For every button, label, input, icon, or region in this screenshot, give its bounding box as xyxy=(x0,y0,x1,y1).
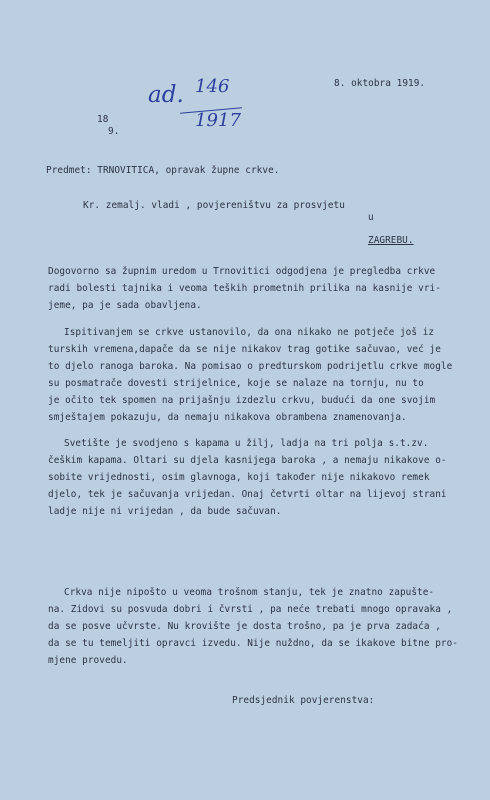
paragraph-1-line-3: jeme, pa je sada obavljena. xyxy=(48,300,202,311)
paragraph-2-line-5: je očito tek spomen na prijašnju izdezlu crkvu, budući da one svojim xyxy=(48,395,436,406)
paragraph-4-line-1: Crkva nije nipošto u veoma trošnom stanju, tek je znatno zapušte- xyxy=(64,587,435,598)
paragraph-4-line-5: mjene provedu. xyxy=(48,655,128,666)
paragraph-3-line-1: Svetište je svodjeno s kapama u žilj, ladja na tri polja s.t.zv. xyxy=(64,438,429,449)
paragraph-3-line-4: djelo, tek je sačuvanja vrijedan. Onaj četvrti oltar na lijevoj strani xyxy=(48,489,447,500)
handwritten-ref-year: 1917 xyxy=(195,110,242,131)
recipient-line: Kr. zemalj. vladi , povjereništvu za prosvjetu xyxy=(83,200,345,211)
paragraph-2-line-1: Ispitivanjem se crkve ustanovilo, da ona nikako ne potječe još iz xyxy=(64,327,435,338)
paragraph-2-line-4: su posmatrače dovesti strijelnice, koje se nalaze na tornju, nu to xyxy=(48,378,424,389)
letter-date: 8. oktobra 1919. xyxy=(334,78,426,89)
paragraph-4-line-4: da se tu temeljiti opravci izvedu. Nije nuždno, da se ikakove bitne pro- xyxy=(48,638,458,649)
paragraph-3-line-3: sobite vrijednosti, osim glavnoga, koji također nije nikakovo remek xyxy=(48,472,430,483)
paragraph-4-line-2: na. Zidovi su posvuda dobri i čvrsti , pa neće trebati mnogo opravaka , xyxy=(48,604,453,615)
subject-line: Predmet: TRNOVITICA, opravak župne crkve. xyxy=(46,165,280,176)
paragraph-2-line-6: smještajem pokazuju, da nemaju nikakova obrambena znamenovanja. xyxy=(48,412,407,423)
recipient-city: ZAGREBU. xyxy=(368,235,414,246)
paragraph-3-line-5: ladje nije ni vrijedan , da bude sačuvan. xyxy=(48,506,282,517)
document-number-top: 18 xyxy=(97,114,109,125)
paragraph-2-line-3: to djelo ranoga baroka. Na pomisao o predturskom podrijetlu crkve mogle xyxy=(48,361,453,372)
paragraph-3-line-2: češkim kapama. Oltari su djela kasnijega baroka , a nemaju nikakove o- xyxy=(48,455,447,466)
paragraph-1-line-2: radi bolesti tajnika i veoma teških prometnih prilika na kasnije vri- xyxy=(48,283,441,294)
recipient-in: u xyxy=(368,212,374,223)
handwritten-ref-number: 146 xyxy=(195,76,230,97)
document-number-bottom: 9. xyxy=(108,126,120,137)
paragraph-1-line-1: Dogovorno sa župnim uredom u Trnovitici odgodjena je pregledba crkve xyxy=(48,266,436,277)
closing-signature: Predsjednik povjerenstva: xyxy=(232,695,375,706)
paragraph-4-line-3: da se posve učvrste. Nu krovište je dosta trošno, pa je prva zadaća , xyxy=(48,621,441,632)
handwritten-ref-prefix: ad. xyxy=(148,82,184,108)
paragraph-2-line-2: turskih vremena,dapače da se nije nikakov trag gotike sačuvao, već je xyxy=(48,344,441,355)
